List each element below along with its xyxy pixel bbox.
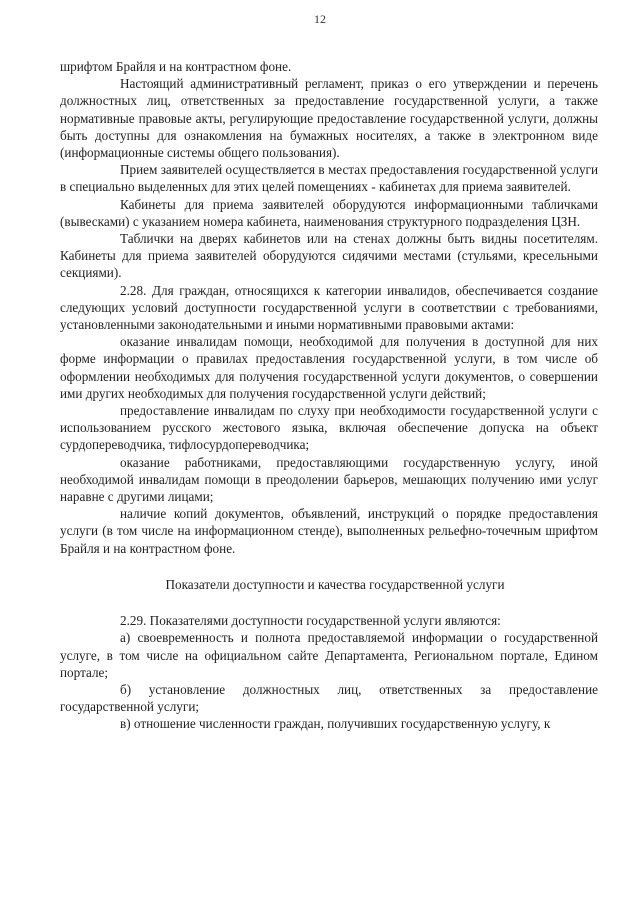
paragraph: Настоящий административный регламент, приказ о его утверждении и перечень должностных лиц, ответственных за предоставление государственной услуги, а также нормативные правовые акты, регулирующие предоставление государственной услуги, должны быть доступны для ознакомления на бумажных носителях, а также в электронном виде (информационные системы общего пользования). bbox=[60, 76, 598, 161]
paragraph: б) установление должностных лиц, ответственных за предоставление государственной услуги; bbox=[60, 681, 598, 715]
paragraph: Кабинеты для приема заявителей оборудуются информационными табличками (вывесками) с указанием номера кабинета, наименования структурного подразделения ЦЗН. bbox=[60, 196, 598, 229]
paragraph: 2.29. Показателями доступности государственной услуги являются: bbox=[120, 613, 501, 629]
paragraph-group-bottom bbox=[60, 612, 598, 732]
page-number: 12 bbox=[314, 12, 326, 26]
paragraph: а) своевременность и полнота предоставляемой информации о государственной услуге, в том числе на официальном сайте Департамента, Региональном портале, Едином портале; bbox=[60, 630, 598, 680]
paragraph: шрифтом Брайля и на контрастном фоне. bbox=[60, 59, 292, 74]
document-body bbox=[60, 58, 598, 733]
paragraph: в) отношение численности граждан, получивших государственную услугу, к bbox=[120, 716, 551, 732]
paragraph: 2.28. Для граждан, относящихся к категории инвалидов, обеспечивается создание следующих условий доступности государственной услуги в соответствии с требованиями, установленными законодательными и иными нормативными правовыми актами: bbox=[60, 282, 598, 333]
paragraph: Таблички на дверях кабинетов или на стенах должны быть видны посетителям. Кабинеты для приема заявителей оборудуются сидячими местами (стульями, кресельными секциями). bbox=[60, 231, 598, 281]
section-heading: Показатели доступности и качества государственной услуги bbox=[165, 576, 505, 592]
paragraph-group-top bbox=[60, 58, 598, 557]
paragraph: предоставление инвалидам по слуху при необходимости государственной услуги с использованием русского жестового языка, включая обеспечение допуска на объект сурдопереводчика, тифлосурдопереводчика; bbox=[60, 403, 598, 453]
paragraph: наличие копий документов, объявлений, инструкций о порядке предоставления услуги (в том числе на информационном стенде), выполненных рельефно-точечным шрифтом Брайля и на контрастном фоне. bbox=[60, 506, 598, 556]
paragraph: Прием заявителей осуществляется в местах предоставления государственной услуги в специально выделенных для этих целей помещениях - кабинетах для приема заявителей. bbox=[60, 162, 598, 195]
paragraph: оказание работниками, предоставляющими государственную услугу, иной необходимой инвалидам помощи в преодолении барьеров, мешающих получению ими услуг наравне с другими лицами; bbox=[60, 454, 598, 505]
paragraph: оказание инвалидам помощи, необходимой для получения в доступной для них форме информации о правилах предоставления государственной услуги, в том числе об оформлении необходимых для получения государственной услуги документов, о совершении ими других необходимых для получения государственной услуги действий; bbox=[60, 334, 598, 401]
